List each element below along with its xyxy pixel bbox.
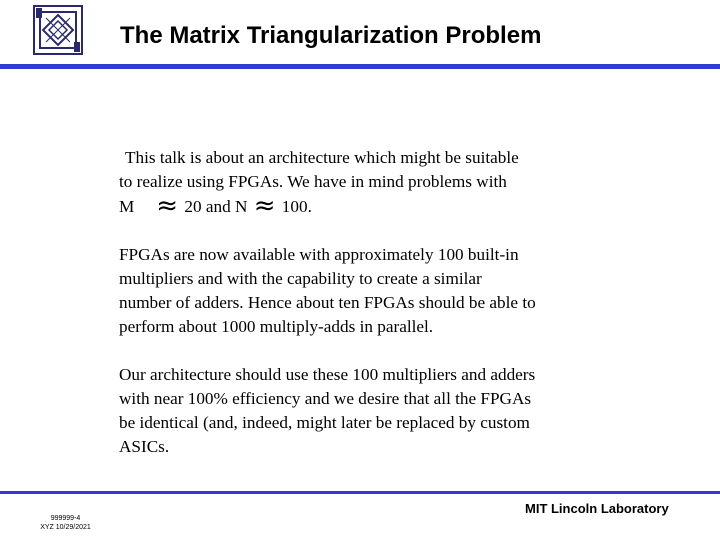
- author-date: XYZ 10/29/2021: [40, 524, 91, 531]
- paragraph-efficiency: [119, 363, 619, 459]
- text-line: Our architecture should use these 100 multipliers and adders: [119, 365, 536, 384]
- text-line: with near 100% efficiency and we desire that all the FPGAs: [119, 389, 532, 408]
- slide-title: The Matrix Triangularization Problem: [120, 22, 542, 49]
- text-line: ASICs.: [119, 437, 170, 456]
- paragraph-fpga: [119, 243, 619, 339]
- n-value: 100.: [281, 197, 312, 216]
- text-line: perform about 1000 multiply-adds in parallel.: [119, 317, 434, 336]
- text-line: be identical (and, indeed, might later be replaced by custom: [119, 413, 530, 432]
- approx-symbol: ≈: [253, 191, 276, 221]
- text-line: to realize using FPGAs. We have in mind problems with: [119, 172, 507, 191]
- text-line: FPGAs are now available with approximately 100 built-in: [119, 245, 519, 264]
- text-line: This talk is about an architecture which might be suitable: [125, 148, 519, 167]
- text-line-with-approx: [119, 191, 619, 221]
- text-line: multipliers and with the capability to create a similar: [119, 269, 482, 288]
- approx-symbol: ≈: [156, 191, 179, 221]
- footer-doc-info: [38, 514, 93, 532]
- doc-id: 999999-4: [50, 515, 81, 522]
- mit-ll-logo-icon: [33, 5, 83, 55]
- lab-name: MIT Lincoln Laboratory: [525, 501, 669, 516]
- paragraph-architecture: [119, 146, 619, 219]
- n-clause: 20 and N: [184, 197, 248, 216]
- title-divider: [0, 64, 720, 69]
- text-line: number of adders. Hence about ten FPGAs should be able to: [119, 293, 536, 312]
- footer-divider: [0, 491, 720, 494]
- m-label: M: [119, 197, 135, 216]
